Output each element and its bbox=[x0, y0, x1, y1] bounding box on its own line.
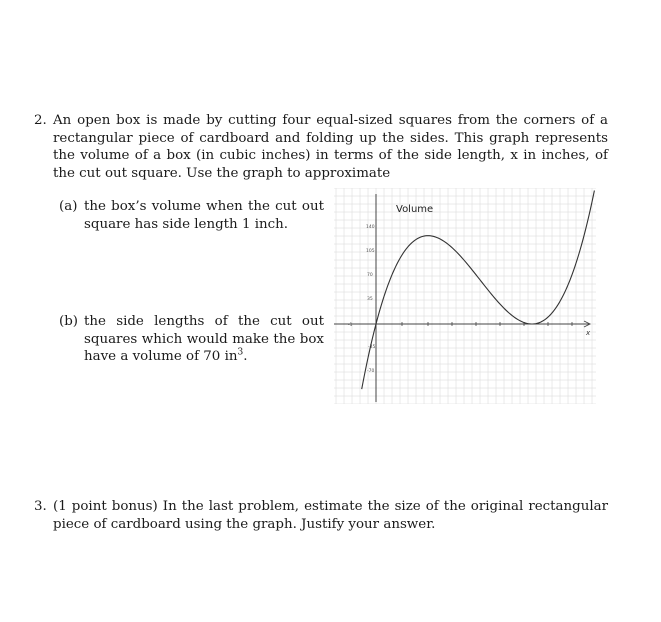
problem-2 bbox=[34, 112, 608, 182]
volume-curve bbox=[362, 190, 595, 389]
problem-3-number: 3. bbox=[34, 499, 47, 514]
problem-3-text: (1 point bonus) In the last problem, estimate the size of the original rectangular piece of cardboard using the graph. Justify your answer. bbox=[53, 499, 608, 532]
y-tick-label-neg35: -35 bbox=[368, 345, 376, 350]
x-tick-label-left: -1 bbox=[348, 323, 353, 328]
y-tick-label-35: 35 bbox=[367, 297, 373, 302]
part-a-label: (a) bbox=[59, 199, 78, 214]
part-b-text bbox=[84, 313, 324, 366]
y-tick-label-neg70: -70 bbox=[367, 369, 375, 374]
y-tick-label-140: 140 bbox=[366, 225, 375, 230]
y-tick-label-70: 70 bbox=[367, 273, 373, 278]
problem-2-text: An open box is made by cutting four equal-sized squares from the corners of a rectangular piece of cardboard and folding up the sides. This graph represents the volume of a box (in cubic inches) in terms of the side length, x in inches, of the cut out square. Use the graph to approximate bbox=[53, 113, 608, 181]
part-b-text-main: the side lengths of the cut out squares which would make the box have a volume of 70 in bbox=[84, 314, 324, 364]
part-a-text: the box’s volume when the cut out square has side length 1 inch. bbox=[84, 199, 324, 232]
part-b-text-end: . bbox=[243, 349, 248, 364]
problem-3 bbox=[34, 498, 608, 533]
graph-title: Volume bbox=[396, 204, 434, 215]
part-a bbox=[59, 198, 324, 233]
volume-graph bbox=[334, 188, 596, 404]
part-b-text-sup: 3 bbox=[237, 347, 244, 358]
part-b-label: (b) bbox=[59, 314, 79, 329]
part-b bbox=[59, 313, 324, 366]
problem-2-number: 2. bbox=[34, 113, 47, 128]
x-axis-label: x bbox=[586, 329, 591, 337]
y-tick-label-105: 105 bbox=[366, 249, 375, 254]
